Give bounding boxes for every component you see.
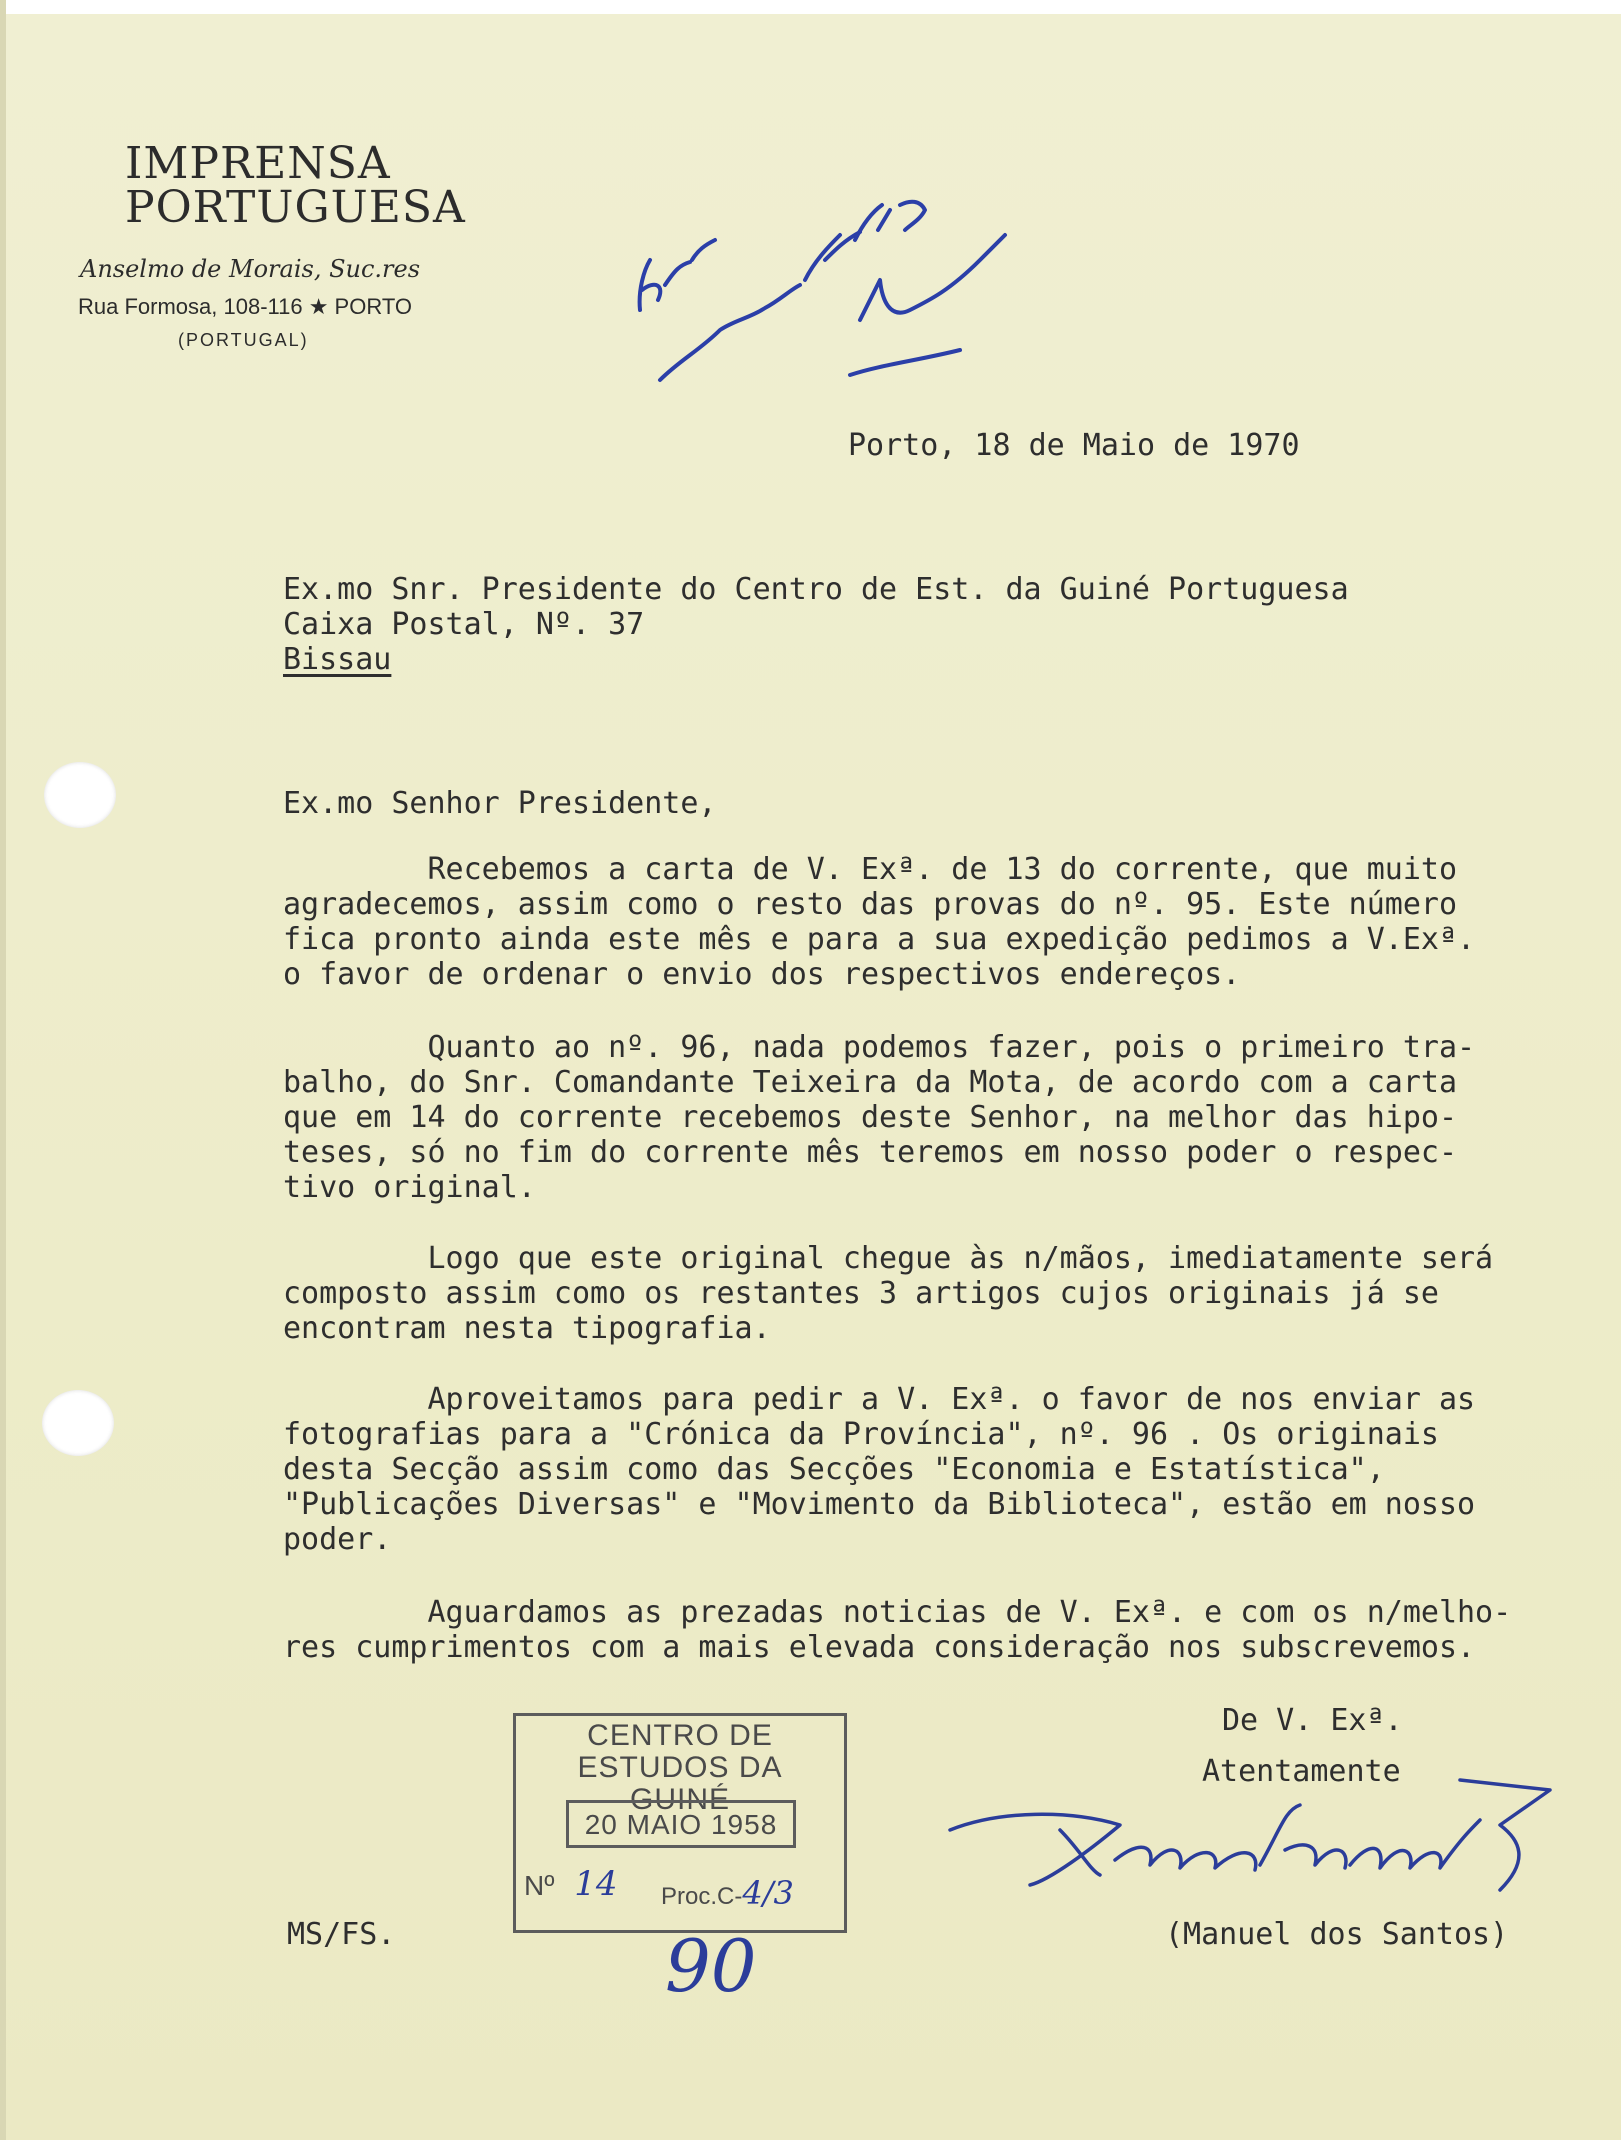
stamp-number-value: 14 — [574, 1864, 618, 1904]
body-line: poder. — [283, 1522, 392, 1557]
body-line: res cumprimentos com a mais elevada consideração nos subscrevemos. — [283, 1630, 1476, 1665]
body-line: teses, só no fim do corrente mês teremos em nosso poder o respec- — [283, 1135, 1457, 1170]
letterhead-company-name — [125, 138, 466, 233]
date-line: Porto, 18 de Maio de 1970 — [848, 428, 1300, 463]
body-line: o favor de ordenar o envio dos respectivos endereços. — [283, 957, 1241, 992]
punch-hole-top — [44, 762, 116, 828]
body-line: que em 14 do corrente recebemos deste Senhor, na melhor das hipo- — [283, 1100, 1457, 1135]
scan-edge-left — [0, 0, 6, 2140]
stamp-proc — [661, 1874, 794, 1912]
stamp-title-line1: CENTRO DE ESTUDOS DA — [577, 1719, 783, 1784]
scan-edge — [0, 0, 1621, 14]
archive-stamp — [513, 1713, 847, 1933]
closing-line2: Atentamente — [1202, 1754, 1401, 1789]
recipient-line3: Bissau — [283, 642, 392, 677]
body-line: tivo original. — [283, 1170, 536, 1205]
signer-name: (Manuel dos Santos) — [1165, 1917, 1509, 1952]
body-line: Logo que este original chegue às n/mãos, imediatamente será — [283, 1241, 1494, 1276]
letterhead-name-line2: PORTUGUESA — [125, 182, 466, 233]
punch-hole-bottom — [42, 1390, 114, 1456]
body-line: encontram nesta tipografia. — [283, 1311, 771, 1346]
letterhead-address: Rua Formosa, 108-116 ★ PORTO — [78, 294, 412, 319]
salutation: Ex.mo Senhor Presidente, — [283, 786, 717, 821]
stamp-title-line2: GUINÉ — [629, 1783, 730, 1816]
body-line: Aguardamos as prezadas noticias de V. Exª. e com os n/melho- — [283, 1595, 1512, 1630]
body-line: balho, do Snr. Comandante Teixeira da Mota, de acordo com a carta — [283, 1065, 1457, 1100]
body-line: agradecemos, assim como o resto das provas do nº. 95. Este número — [283, 887, 1457, 922]
recipient-line2: Caixa Postal, Nº. 37 — [283, 607, 645, 642]
signature-image — [940, 1770, 1560, 1920]
body-line: Recebemos a carta de V. Exª. de 13 do corrente, que muito — [283, 852, 1457, 887]
stamp-proc-value: 4/3 — [742, 1874, 794, 1912]
handwritten-receipt-note — [620, 190, 1020, 410]
body-line: composto assim como os restantes 3 artigos cujos originais já se — [283, 1276, 1439, 1311]
typist-initials: MS/FS. — [287, 1917, 396, 1952]
letterhead-country: (PORTUGAL) — [178, 330, 309, 350]
body-line: fica pronto ainda este mês e para a sua expedição pedimos a V.Exª. — [283, 922, 1476, 957]
letterhead-successors: Anselmo de Morais, Suc.res — [80, 255, 421, 283]
body-line: desta Secção assim como das Secções "Economia e Estatística", — [283, 1452, 1385, 1487]
closing-line1: De V. Exª. — [1222, 1703, 1403, 1738]
body-line: Quanto ao nº. 96, nada podemos fazer, pois o primeiro tra- — [283, 1030, 1476, 1065]
stamp-handwritten-number: 90 — [665, 1924, 757, 2008]
stamp-number — [524, 1864, 618, 1904]
body-line: "Publicações Diversas" e "Movimento da Biblioteca", estão em nosso — [283, 1487, 1476, 1522]
letterhead-name-line1: IMPRENSA — [125, 138, 391, 189]
stamp-date: 20 MAIO 1958 — [566, 1800, 796, 1848]
body-line: fotografias para a "Crónica da Província", nº. 96 . Os originais — [283, 1417, 1439, 1452]
stamp-proc-label: Proc.C- — [661, 1883, 743, 1910]
recipient-line1: Ex.mo Snr. Presidente do Centro de Est. da Guiné Portuguesa — [283, 572, 1349, 607]
body-line: Aproveitamos para pedir a V. Exª. o favor de nos enviar as — [283, 1382, 1476, 1417]
stamp-number-label: Nº — [524, 1870, 555, 1901]
